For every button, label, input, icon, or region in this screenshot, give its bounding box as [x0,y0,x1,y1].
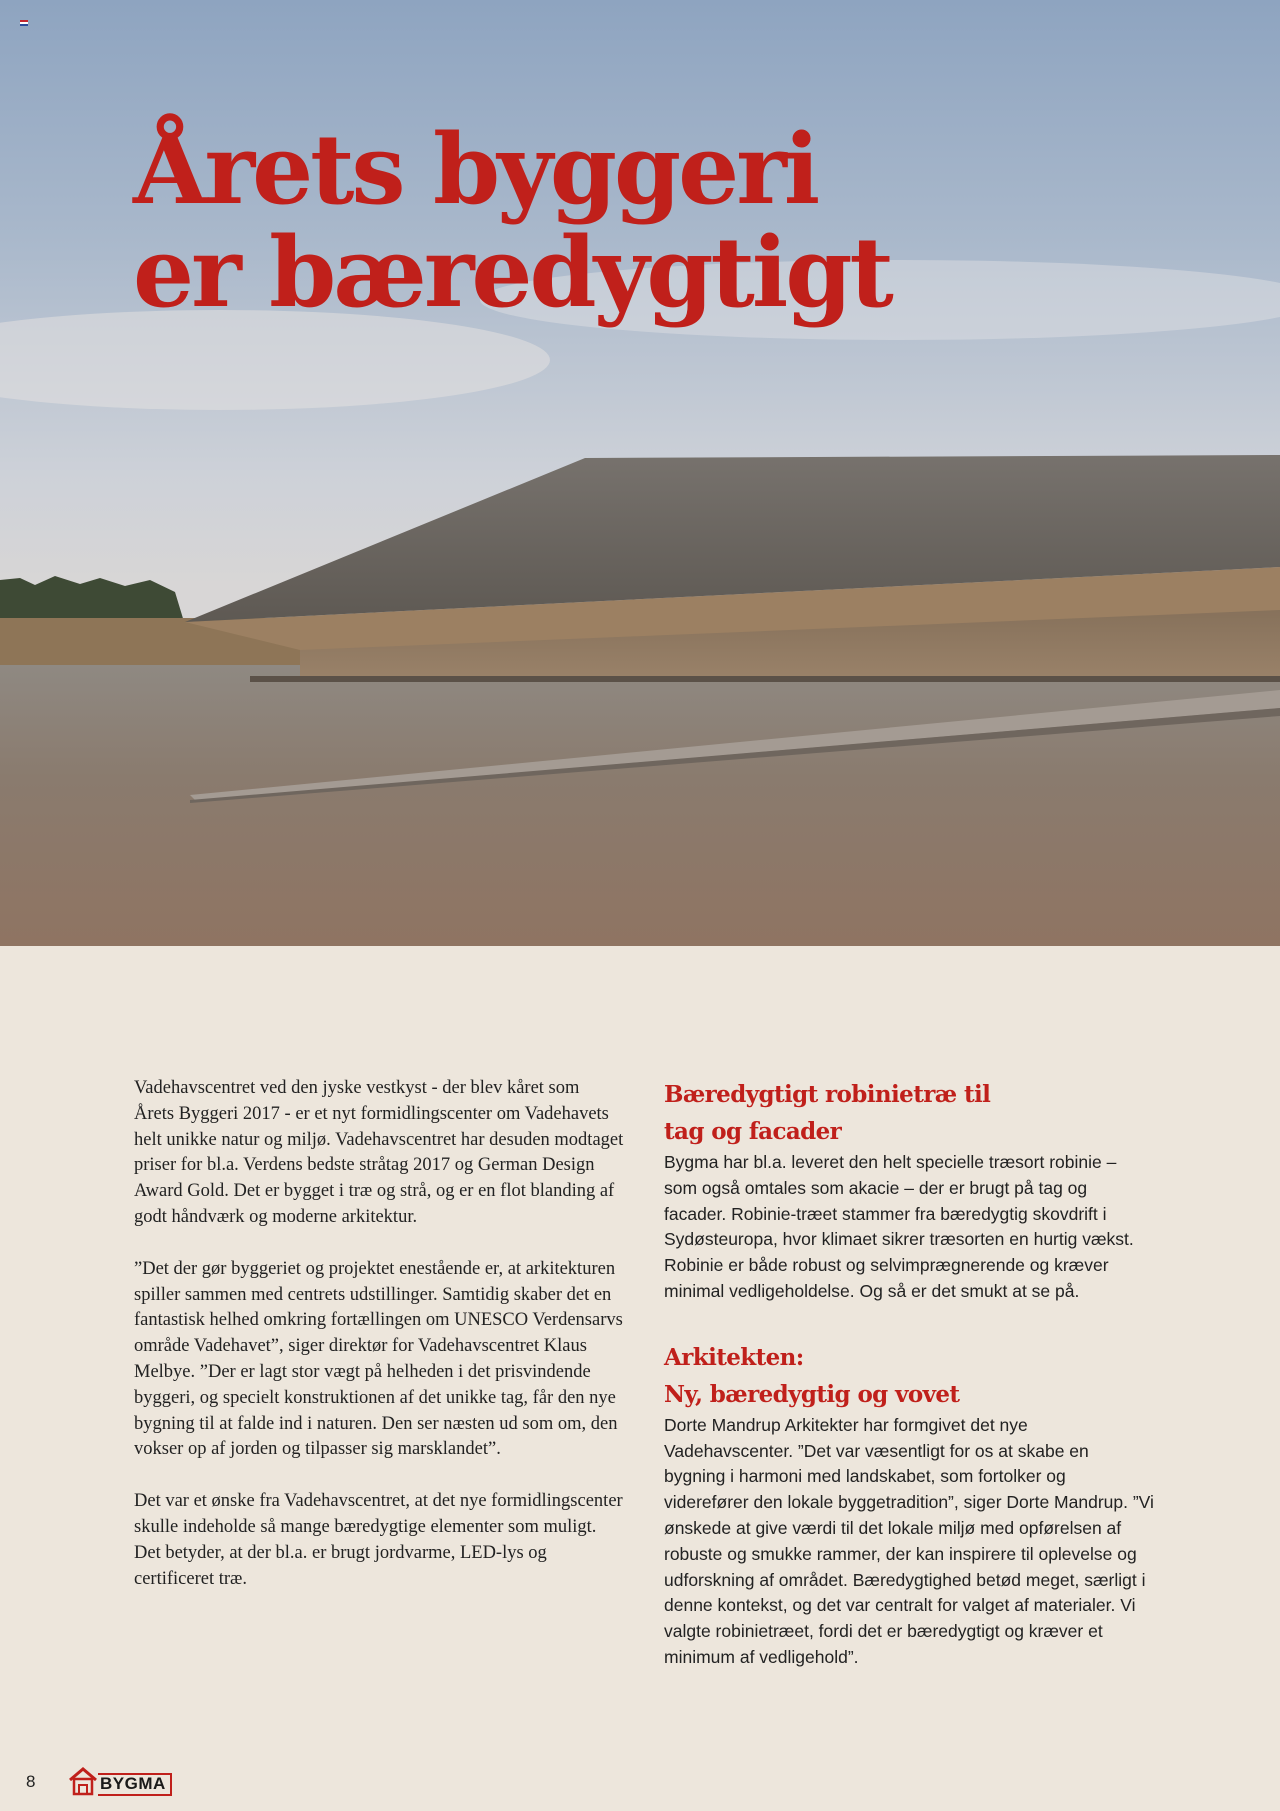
right-column [664,1076,1154,1671]
section-robinie [664,1076,1154,1305]
logo-wordmark-box [98,1773,172,1796]
section-body: Dorte Mandrup Arkitekter har formgivet det nye Vadehavscenter. ”Det var væsentligt for os at skabe en bygning i harmoni med landskabet, som fortolker og viderefører den lokale byggetradition”, siger Dorte Mandrup. ”Vi ønskede at give værdi til det lokale miljø med opførelsen af robuste og smukke rammer, der kan inspirere til oplevelse og udforskning af området. Bæredygtighed betød meget, særligt i denne kontekst, og det var centralt for valget af materialer. Vi valgte robinietræet, fordi det er bæredygtigt og kræver et minimum af vedligehold”. [664,1414,1154,1667]
house-icon [68,1766,98,1796]
section-arkitekten [664,1339,1154,1671]
section-heading [664,1339,1154,1413]
page-number: 8 [26,1772,36,1791]
section-heading-line-2: Ny, bæredygtig og vovet [664,1380,960,1408]
headline [133,113,1033,329]
headline-line-2: er bæredygtigt [133,216,891,329]
left-column [134,1076,624,1592]
flag-icon [20,20,28,26]
logo-text: BYGMA [100,1774,166,1793]
bygma-logo [68,1766,190,1796]
headline-line-1: Årets byggeri [133,113,818,226]
section-heading-line-1: Bæredygtigt robinietræ til [664,1081,991,1108]
section-heading [664,1076,1154,1150]
section-body: Bygma har bl.a. leveret den helt specielle træsort robinie – som også omtales som akacie – der er brugt på tag og facader. Robinie-træet stammer fra bæredygtig skovdrift i Sydøsteuropa, hvor klimaet sikrer træsorten en hurtig vækst. Robinie er både robust og selvimprægnerende og kræver minimal vedligeholdelse. Og så er det smukt at se på. [664,1152,1134,1301]
paragraph: Det var et ønske fra Vadehavscentret, at det nye formidlingscenter skulle indeholde så mange bæredygtige elementer som muligt. Det betyder, at der bl.a. er brugt jordvarme, LED-lys og certificeret træ. [134,1491,623,1589]
section-heading-line-2: tag og facader [664,1118,842,1145]
section-heading-line-1: Arkitekten: [664,1343,804,1371]
paragraph: ”Det der gør byggeriet og projektet enestående er, at arkitekturen spiller sammen med centrets udstillinger. Samtidig skaber det en fantastisk helhed omkring fortællingen om UNESCO Verdensarvs område Vadehavet”, siger direktør for Vadehavscentret Klaus Melbye. ”Der er lagt stor vægt på helheden i det prisvindende byggeri, og specielt konstruktionen af det unikke tag, får den nye bygning til at falde ind i naturen. Den ser næsten ud som om, den vokser op af jorden og tilpasser sig marsklandet”. [134,1258,623,1460]
paragraph: Vadehavscentret ved den jyske vestkyst - der blev kåret som Årets Byggeri 2017 - er et nyt formidlingscenter om Vadehavets helt unikke natur og miljø. Vadehavscentret har desuden modtaget priser for bl.a. Verdens bedste stråtag 2017 og German Design Award Gold. Det er bygget i træ og strå, og er en flot blanding af godt håndværk og moderne arkitektur. [134,1078,624,1227]
